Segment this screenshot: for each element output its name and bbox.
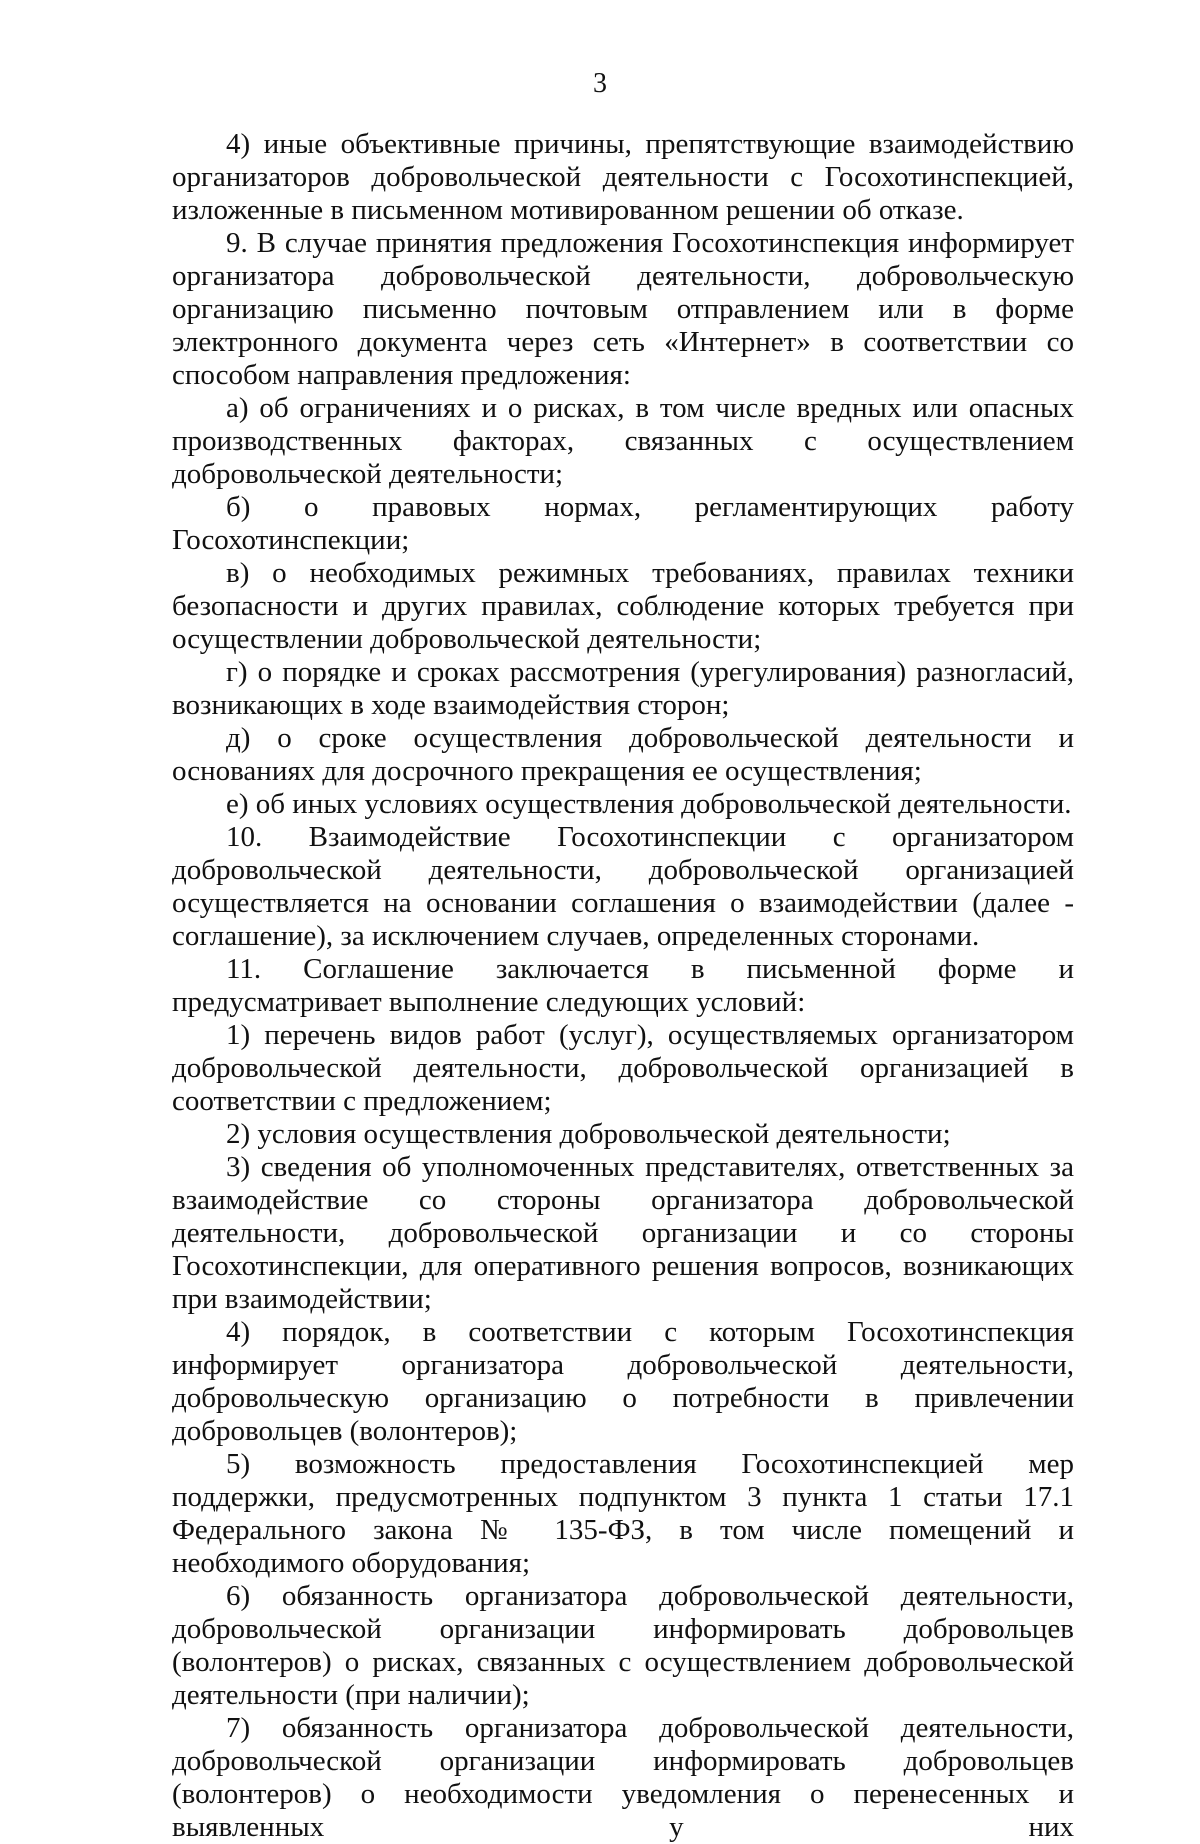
paragraph-9-a: а) об ограничениях и о рисках, в том числе вредных или опасных производственных факторах, связанных с осуществлением добровольческой деятельности; (172, 392, 1074, 490)
paragraph-11-5: 5) возможность предоставления Госохотинспекцией мер поддержки, предусмотренных подпунктом 3 пункта 1 статьи 17.1 Федерального закона № 135-ФЗ, в том числе помещений и необходимого оборудования; (172, 1448, 1074, 1579)
paragraph-9-e: е) об иных условиях осуществления добровольческой деятельности. (226, 788, 1072, 820)
paragraph-10: 10. Взаимодействие Госохотинспекции с организатором добровольческой деятельности, добровольческой организацией осуществляется на основании соглашения о взаимодействии (далее - соглашение), за исключением случаев, определенных сторонами. (172, 821, 1074, 952)
paragraph-11: 11. Соглашение заключается в письменной форме и предусматривает выполнение следующих условий: (172, 953, 1074, 1018)
document-body (172, 128, 1074, 1844)
paragraph-11-3: 3) сведения об уполномоченных представителях, ответственных за взаимодействие со стороны организатора добровольческой деятельности, добровольческой организации и со стороны Госохотинспекции, для оперативного решения вопросов, возникающих при взаимодействии; (172, 1151, 1074, 1315)
page-number: 3 (593, 68, 607, 99)
paragraph-9-b: б) о правовых нормах, регламентирующих работу Госохотинспекции; (172, 491, 1074, 556)
paragraph-9-d: д) о сроке осуществления добровольческой деятельности и основаниях для досрочного прекращения ее осуществления; (172, 722, 1074, 787)
paragraph-9-g: г) о порядке и сроках рассмотрения (урегулирования) разногласий, возникающих в ходе взаимодействия сторон; (172, 656, 1074, 721)
paragraph-9: 9. В случае принятия предложения Госохотинспекция информирует организатора добровольческой деятельности, добровольческую организацию письменно почтовым отправлением или в форме электронного документа через сеть «Интернет» в соответствии со способом направления предложения: (172, 227, 1074, 391)
paragraph-9-v: в) о необходимых режимных требованиях, правилах техники безопасности и других правилах, соблюдение которых требуется при осуществлении добровольческой деятельности; (172, 557, 1074, 655)
paragraph-11-6: 6) обязанность организатора добровольческой деятельности, добровольческой организации информировать добровольцев (волонтеров) о рисках, связанных с осуществлением добровольческой деятельности (при наличии); (172, 1580, 1074, 1711)
paragraph-11-4: 4) порядок, в соответствии с которым Госохотинспекция информирует организатора добровольческой деятельности, добровольческую организацию о потребности в привлечении добровольцев (волонтеров); (172, 1316, 1074, 1447)
paragraph-item-4-reasons: 4) иные объективные причины, препятствующие взаимодействию организаторов добровольческой деятельности с Госохотинспекцией, изложенные в письменном мотивированном решении об отказе. (172, 128, 1074, 226)
paragraph-11-7: 7) обязанность организатора добровольческой деятельности, добровольческой организации информировать добровольцев (волонтеров) о необходимости уведомления о перенесенных и выявленных у них (172, 1712, 1074, 1843)
paragraph-11-1: 1) перечень видов работ (услуг), осуществляемых организатором добровольческой деятельности, добровольческой организацией в соответствии с предложением; (172, 1019, 1074, 1117)
paragraph-11-2: 2) условия осуществления добровольческой деятельности; (226, 1118, 951, 1150)
